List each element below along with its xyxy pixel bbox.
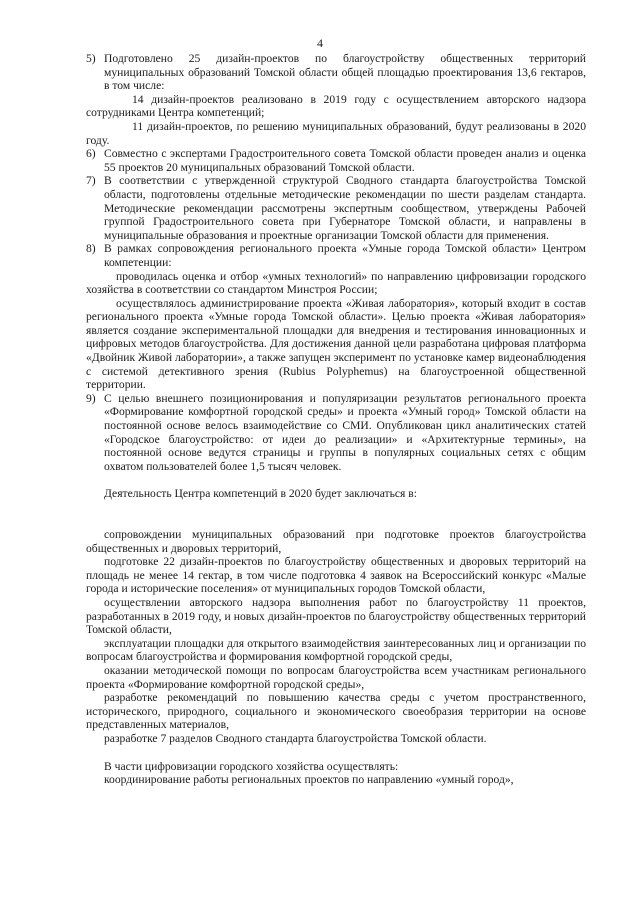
list-item-number: 5) — [86, 52, 96, 65]
spacer — [86, 746, 586, 760]
spacer — [86, 501, 586, 528]
activity-item: осуществлении авторского надзора выполнения работ по благоустройству 11 проектов, разработанных в 2019 году, и новых дизайн-проектов по благоустройству общественных территорий Томской области, — [86, 595, 586, 637]
activity-item: сопровождении муниципальных образований при подготовке проектов благоустройства общественных и дворовых территорий, — [86, 528, 586, 555]
list-item-text: Совместно с экспертами Градостроительного совета Томской области проведен анализ и оценка 55 проектов 20 муниципальных образований Томской области. — [104, 147, 586, 174]
digital-intro: В части цифровизации городского хозяйства осуществлять: — [104, 759, 399, 773]
page-number: 4 — [317, 36, 323, 50]
sub-paragraph: осуществлялось администрирование проекта «Живая лаборатория», который входит в состав регионального проекта «Умные города Томской области». Целью проекта «Живая лаборатория» является создание экспериментальной площадки для внедрения и тестирования инновационных и цифровых методов благоустройства. Для достижения данной цели разработана цифровая платформа «Двойник Живой лаборатории», а также запущен эксперимент по установке камер видеонаблюдения с системой детективного зрения (Rubius Polyphemus) на благоустроенной общественной территории. — [86, 296, 586, 392]
list-item-text: С целью внешнего позиционирования и популяризации результатов регионального проекта «Формирование комфортной городской среды» и проекта «Умный город» Томской области на постоянной основе велось взаимодействие со СМИ. Опубликован цикл аналитических статей «Городское благоустройство: от идеи до реализации» и «Архитектурные термины», на постоянной основе ведутся страницы и группы в популярных социальных сетях с общим охватом пользователей более 1,5 тысяч человек. — [104, 391, 586, 473]
digital-item: координирование работы региональных проектов по направлению «умный город», — [104, 773, 514, 787]
list-item-number: 9) — [86, 391, 96, 405]
list-item-6 — [86, 147, 586, 174]
sub-paragraph: проводилась оценка и отбор «умных технологий» по направлению цифровизации городского хозяйства в соответствии со стандартом Минстроя России; — [86, 269, 586, 297]
list-item-text: В рамках сопровождения регионального проекта «Умные города Томской области» Центром компетенции: — [104, 242, 586, 269]
activity-item: разработке рекомендаций по повышению качества среды с учетом пространственного, исторического, природного, социального и экономического своеобразия территории на основе представленных материалов, — [86, 691, 586, 732]
list-item-text: Подготовлено 25 дизайн-проектов по благоустройству общественных территорий муниципальных образований Томской области общей площадью проектирования 13,6 гектаров, в том числе: — [104, 52, 586, 93]
document-body — [86, 52, 586, 787]
list-item-number: 6) — [86, 147, 96, 161]
activity-item: подготовке 22 дизайн-проектов по благоустройству общественных и дворовых территорий на площадь не менее 14 гектар, в том числе подготовка 4 заявок на Всероссийский конкурс «Малые города и исторические поселения» от муниципальных городов Томской области, — [86, 555, 586, 596]
sub-paragraph: 14 дизайн-проектов реализовано в 2019 году с осуществлением авторского надзора сотрудниками Центра компетенций; — [86, 92, 586, 120]
list-item-number: 7) — [86, 174, 96, 188]
list-item-5 — [86, 52, 586, 93]
list-item-9 — [86, 392, 586, 474]
list-item-text: В соответствии с утвержденной структурой Сводного стандарта благоустройства Томской области, подготовлены отдельные методические рекомендации по шести разделам стандарта. Методические рекомендации рассмотрены экспертным сообществом, утверждены Рабочей группой Градостроительного совета при Губернаторе Томской области, и направлены в муниципальные образования и проектные организации Томской области для применения. — [104, 174, 586, 242]
activity-item: оказании методической помощи по вопросам благоустройства всем участникам регионального проекта «Формирование комфортной городской среды», — [86, 663, 586, 691]
activity-item: разработке 7 разделов Сводного стандарта благоустройства Томской области. — [104, 731, 487, 745]
list-item-number: 8) — [86, 242, 96, 256]
spacer — [86, 473, 586, 487]
list-item-8 — [86, 242, 586, 269]
sub-paragraph: 11 дизайн-проектов, по решению муниципальных образований, будут реализованы в 2020 году. — [86, 119, 586, 147]
activity-intro: Деятельность Центра компетенций в 2020 будет заключаться в: — [104, 487, 417, 501]
list-item-7 — [86, 174, 586, 242]
activity-item: эксплуатации площадки для открытого взаимодействия заинтересованных лиц и организации по вопросам благоустройства и формирования комфортной городской среды, — [86, 636, 586, 664]
